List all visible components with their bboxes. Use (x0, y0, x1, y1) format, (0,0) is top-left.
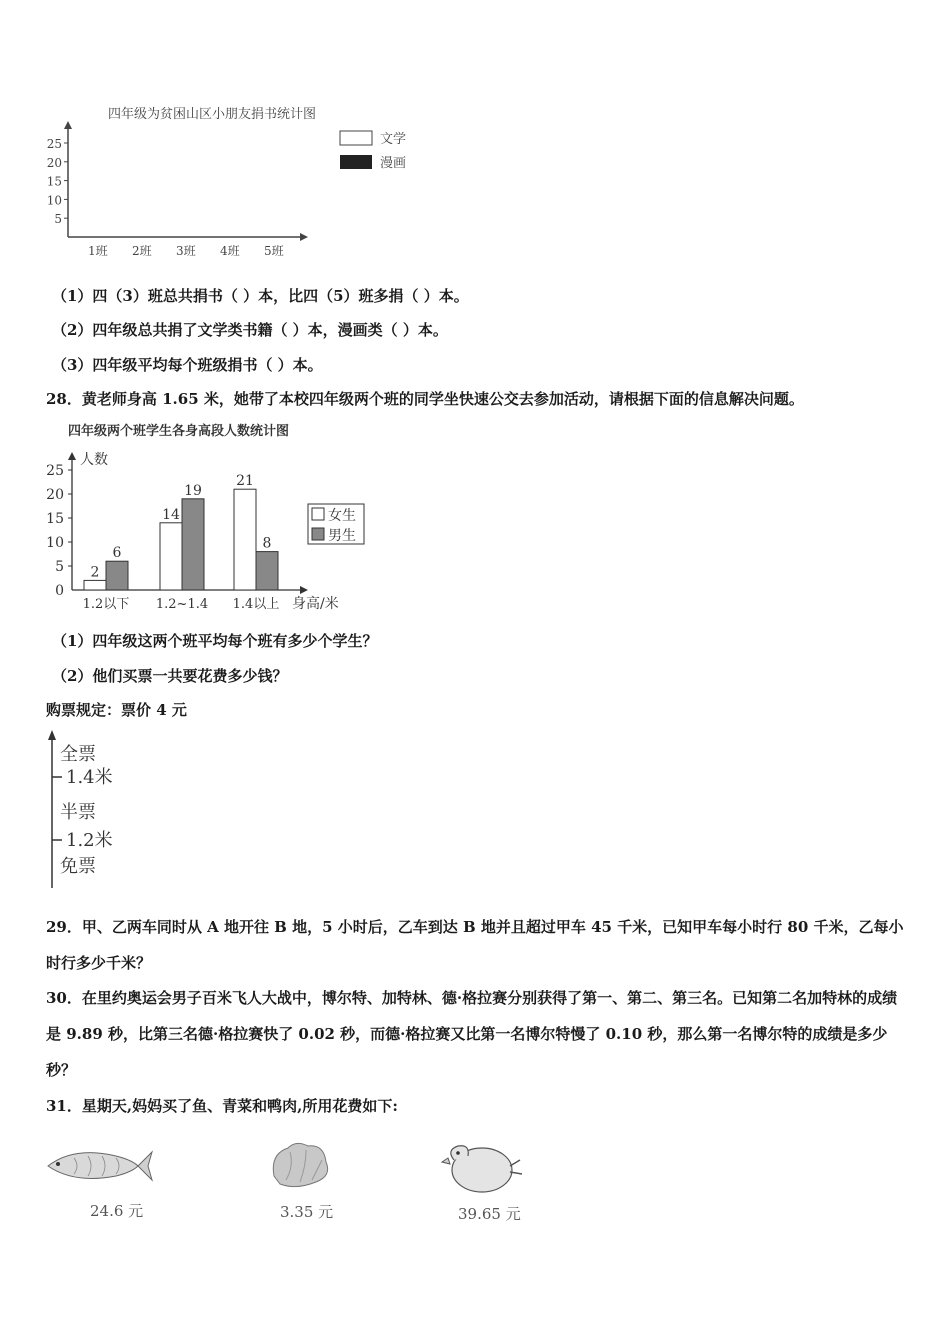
chart2-ytick-label: 20 (46, 487, 64, 503)
chart2-ytick-label: 0 (55, 583, 64, 599)
q28-text: 28．黄老师身高 1.65 米，她带了本校四年级两个班的同学坐快速公交去参加活动，请根据下面的信息解决问题。 (46, 390, 804, 408)
chart1-xtick-label: 1班 (88, 244, 108, 258)
chart2-ytick-label: 5 (55, 559, 64, 575)
duck-bill (442, 1158, 450, 1164)
fish-body (48, 1153, 138, 1179)
chart1-title: 四年级为贫困山区小朋友捐书统计图 (108, 107, 317, 122)
q27-sub2: （2）四年级总共捐了文学类书籍（ ）本，漫画类（ ）本。 (52, 321, 448, 339)
q29-text: 29．甲、乙两车同时从 A 地开往 B 地，5 小时后，乙车到达 B 地并且超过甲车 45 千米，已知甲车每小时行 80 千米，乙每小时行多少千米？ (46, 918, 904, 972)
chart2-ylabel: 人数 (80, 452, 108, 468)
fish-eye (56, 1162, 60, 1166)
chart1-ytick-label: 20 (46, 155, 62, 170)
chart1-xtick-label: 2班 (132, 244, 152, 258)
chart2-bar-boys (256, 552, 278, 590)
chart1-xtick-label: 4班 (220, 244, 240, 258)
legend-girls-label: 女生 (328, 508, 356, 524)
ticket-1-2m: 1.2米 (66, 830, 113, 851)
fish-image (44, 1138, 154, 1198)
chart2-x-ticks (83, 597, 280, 612)
q28-sub1: （1）四年级这两个班平均每个班有多少个学生？ (52, 632, 378, 650)
duck-image (440, 1136, 526, 1198)
chart2-bar-label: 19 (184, 482, 202, 499)
legend-comic-label: 漫画 (380, 156, 407, 171)
chart2-y-ticks (46, 463, 72, 599)
donation-chart (40, 95, 440, 265)
q27-sub1: （1）四（3）班总共捐书（ ）本，比四（5）班多捐（ ）本。 (52, 287, 469, 305)
legend-literature-label: 文学 (380, 132, 407, 147)
chart2-bar-label: 2 (90, 564, 100, 581)
chart2-xtick-label: 1.2~1.4 (155, 597, 209, 612)
fish-tail (138, 1152, 152, 1180)
chart2-ytick-label: 25 (46, 463, 64, 479)
chart2-bar-label: 8 (262, 535, 272, 552)
chart1-ytick-label: 25 (46, 137, 62, 151)
chart1-y-arrow (64, 121, 72, 129)
chart2-xtick-label: 1.2以下 (82, 597, 130, 612)
chart2-bar-girls (160, 523, 182, 590)
ticket-scale (40, 728, 160, 893)
duck-price: 39.65 元 (458, 1205, 521, 1223)
chart2-xtick-label: 1.4以上 (232, 597, 280, 612)
duck-eye (456, 1151, 460, 1155)
vegetable-price: 3.35 元 (280, 1203, 334, 1221)
chart1-ytick-label: 5 (54, 212, 62, 227)
chart2-bar-label: 14 (162, 506, 180, 523)
q28-ticket-rule: 购票规定：票价 4 元 (46, 701, 187, 719)
chart2-y-arrow (68, 452, 76, 460)
ticket-1-4m: 1.4米 (66, 767, 113, 788)
legend-comic-swatch (340, 155, 372, 169)
chart1-x-ticks (88, 243, 284, 258)
chart2-bar-label: 21 (236, 473, 254, 490)
chart1-xtick-label: 5班 (264, 244, 284, 258)
ticket-free: 免票 (60, 856, 96, 877)
fish-price: 24.6 元 (90, 1202, 144, 1220)
ticket-half-fare: 半票 (60, 802, 96, 823)
height-chart (40, 418, 370, 618)
q30-text: 30．在里约奥运会男子百米飞人大战中，博尔特、加特林、德·格拉赛分别获得了第一、第二、第三名。已知第二名加特林的成绩是 9.89 秒，比第三名德·格拉赛快了 0.02 秒，而德·格拉赛又比第一名博尔特慢了 0.10 秒，那么第一名博尔特的成绩是多少秒？ (46, 989, 898, 1079)
q31-text: 31．星期天,妈妈买了鱼、青菜和鸭肉,所用花费如下: (46, 1097, 398, 1115)
ticket-full-fare: 全票 (60, 744, 96, 765)
chart2-ytick-label: 10 (46, 535, 64, 551)
chart2-ytick-label: 15 (46, 511, 64, 527)
chart1-y-ticks (47, 137, 68, 226)
q28-sub2: （2）他们买票一共要花费多少钱？ (52, 667, 288, 685)
q27-sub3: （3）四年级平均每个班级捐书（ ）本。 (52, 356, 323, 374)
chart2-bar-boys (182, 499, 204, 590)
chart2-bars (84, 473, 278, 590)
chart2-bar-girls (234, 489, 256, 590)
chart1-xtick-label: 3班 (176, 244, 196, 258)
chart2-xlabel: 身高/米 (292, 596, 339, 612)
chart1-ytick-label: 10 (46, 193, 62, 208)
legend-boys-label: 男生 (328, 528, 356, 544)
legend-boys-swatch (312, 528, 324, 540)
chart2-bar-boys (106, 561, 128, 590)
legend-girls-swatch (312, 508, 324, 520)
chart2-bar-girls (84, 580, 106, 590)
chart1-ytick-label: 15 (46, 174, 62, 189)
chart2-title: 四年级两个班学生各身高段人数统计图 (68, 424, 290, 439)
ticket-axis-arrow (48, 730, 56, 740)
chart2-bar-label: 6 (112, 545, 122, 562)
legend-literature-swatch (340, 131, 372, 145)
vegetable-image (266, 1136, 336, 1196)
chart1-x-arrow (300, 233, 308, 241)
chart2-x-arrow (300, 586, 308, 594)
